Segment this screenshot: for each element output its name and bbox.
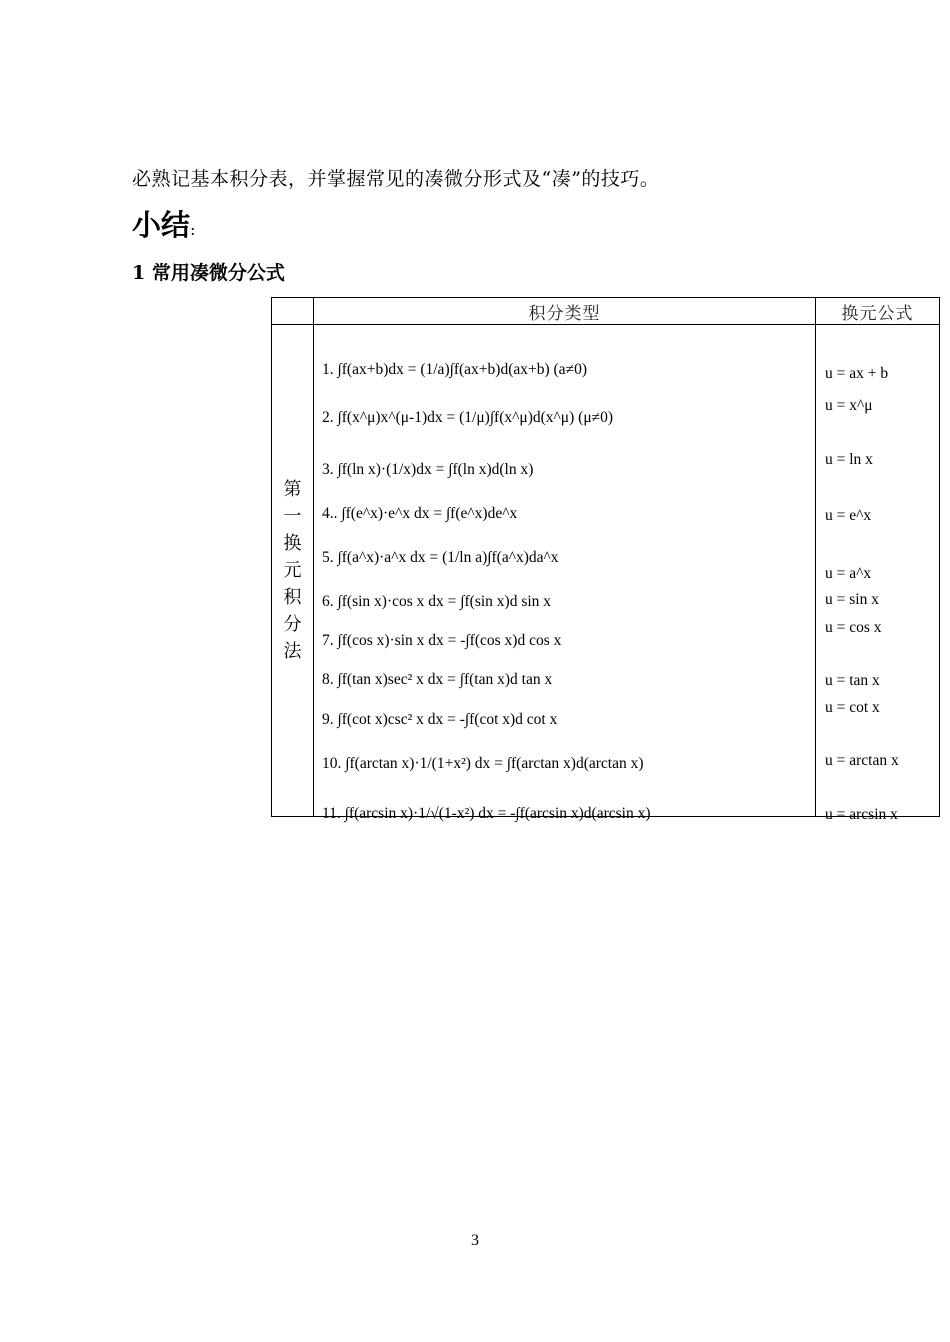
method-char: 积	[283, 587, 302, 608]
header-substitution: 换元公式	[816, 298, 940, 325]
header-empty	[272, 298, 314, 325]
summary-colon: :	[190, 220, 196, 239]
substitution-3: u = ln x	[825, 451, 873, 468]
substitution-11: u = arcsin x	[825, 806, 898, 823]
intro-paragraph: 必熟记基本积分表，并掌握常见的凑微分形式及“凑”的技巧。	[132, 168, 660, 190]
formula-6: 6. ∫f(sin x)·cos x dx = ∫f(sin x)d sin x	[322, 593, 552, 610]
integration-table	[271, 297, 940, 823]
table-header-row	[272, 298, 940, 325]
header-integral-type: 积分类型	[314, 298, 816, 325]
substitution-8: u = tan x	[825, 672, 880, 689]
method-char: 分	[283, 614, 302, 635]
formula-9: 9. ∫f(cot x)csc² x dx = -∫f(cot x)d cot x	[322, 711, 558, 728]
formula-column	[314, 325, 816, 822]
section-heading: 1 常用凑微分公式	[132, 262, 285, 284]
formula-11: 11. ∫f(arcsin x)·1/√(1-x²) dx = -∫f(arcsin x)d(arcsin x)	[322, 805, 651, 822]
method-char: 元	[283, 560, 302, 581]
formula-4: 4.. ∫f(e^x)·e^x dx = ∫f(e^x)de^x	[322, 505, 518, 522]
method-char: 一	[283, 506, 302, 527]
substitution-9: u = cot x	[825, 699, 880, 716]
formula-2: 2. ∫f(x^μ)x^(μ-1)dx = (1/μ)∫f(x^μ)d(x^μ) (μ≠0)	[322, 409, 614, 426]
substitution-6: u = sin x	[825, 591, 879, 608]
page-number: 3	[471, 1232, 479, 1249]
method-char: 第	[283, 479, 302, 500]
formula-5: 5. ∫f(a^x)·a^x dx = (1/ln a)∫f(a^x)da^x	[322, 549, 559, 566]
substitution-7: u = cos x	[825, 619, 882, 636]
formula-1: 1. ∫f(ax+b)dx = (1/a)∫f(ax+b)d(ax+b) (a≠0)	[322, 361, 587, 378]
substitution-column	[816, 325, 940, 823]
formula-10: 10. ∫f(arctan x)·1/(1+x²) dx = ∫f(arctan x)d(arctan x)	[322, 755, 644, 772]
formula-8: 8. ∫f(tan x)sec² x dx = ∫f(tan x)d tan x	[322, 671, 553, 688]
substitution-4: u = e^x	[825, 507, 872, 524]
table-body-row	[272, 325, 940, 817]
method-label	[272, 325, 314, 817]
method-char: 法	[283, 641, 302, 662]
substitution-1: u = ax + b	[825, 365, 889, 382]
summary-title: 小结	[132, 208, 191, 242]
formula-7: 7. ∫f(cos x)·sin x dx = -∫f(cos x)d cos x	[322, 632, 562, 649]
substitution-2: u = x^μ	[825, 397, 873, 414]
formula-3: 3. ∫f(ln x)·(1/x)dx = ∫f(ln x)d(ln x)	[322, 461, 534, 478]
substitution-10: u = arctan x	[825, 752, 899, 769]
substitution-5: u = a^x	[825, 565, 872, 582]
summary-heading	[132, 203, 195, 244]
method-char: 换	[283, 533, 302, 554]
